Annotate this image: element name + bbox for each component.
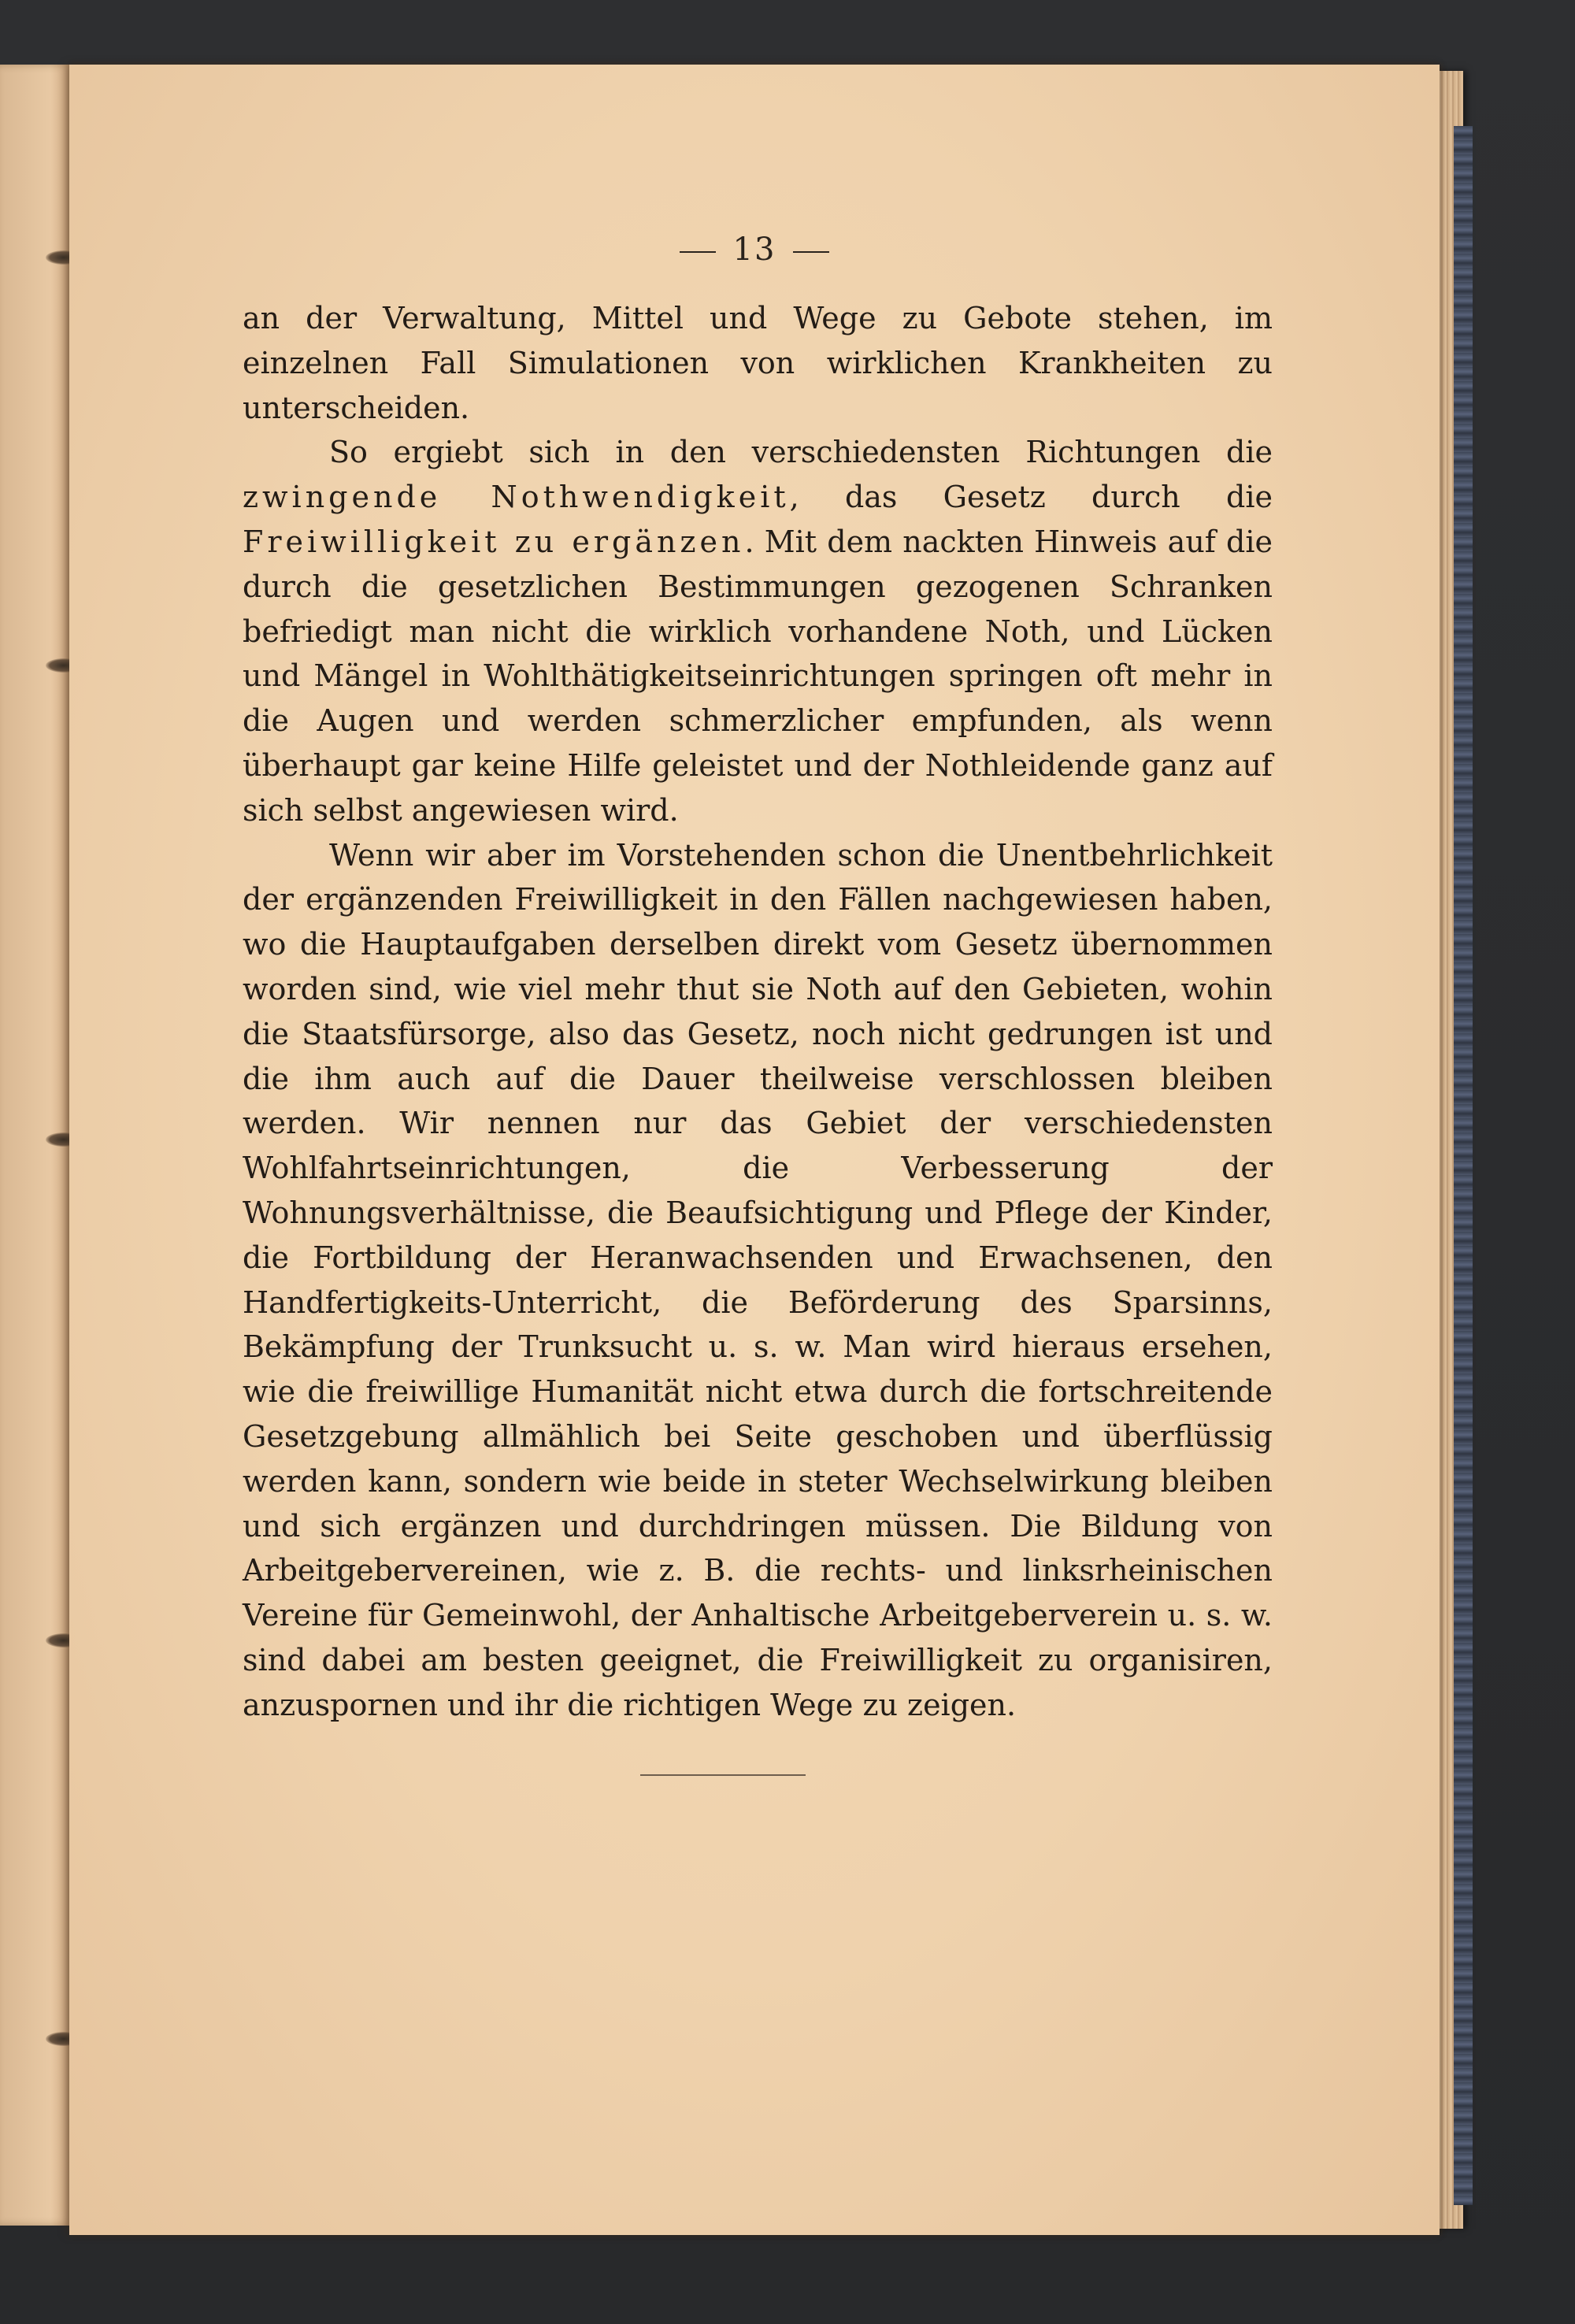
- paragraph-3: [243, 833, 1273, 1728]
- paragraph-text: So ergiebt sich in den verschiedensten Richtungen die: [329, 435, 1273, 470]
- emphasized-text: Freiwilligkeit zu ergänzen: [243, 524, 745, 559]
- emphasized-text: zwingende Nothwendigkeit: [243, 480, 790, 515]
- book-page: [69, 65, 1440, 2235]
- paragraph-text: , das Gesetz durch die: [789, 480, 1273, 515]
- book-cover-edge: [1454, 126, 1473, 2205]
- paragraph-text: . Mit dem nackten Hinweis auf die durch die gesetzlichen Bestimmungen gezogenen Schranken befriedigt man nicht die wirklich vorhandene Noth, und Lücken und Mängel in Wohlthätigkeitseinrichtungen springen oft mehr in die Augen und werden schmerzlicher empfunden, als wenn überhaupt gar keine Hilfe geleistet und der Nothleidende ganz auf sich selbst angewiesen wird.: [243, 524, 1273, 828]
- end-rule: [640, 1774, 806, 1776]
- page-number-dash-left: [680, 251, 716, 253]
- page-number-header: [69, 232, 1440, 268]
- paragraph-text: Wenn wir aber im Vorstehenden schon die Unentbehrlichkeit der ergänzenden Freiwilligkeit in den Fällen nachgewiesen haben, wo die Hauptaufgaben derselben direkt vom Gesetz übernommen worden sind, wie viel mehr thut sie Noth auf den Gebieten, wohin die Staatsfürsorge, also das Gesetz, noch nicht gedrungen ist und die ihm auch auf die Dauer theilweise verschlossen bleiben werden. Wir nennen nur das Gebiet der verschiedensten Wohlfahrtseinrichtungen, die Verbesserung der Wohnungsverhältnisse, die Beaufsichtigung und Pflege der Kinder, die Fortbildung der Heranwachsenden und Erwachsenen, den Handfertigkeits-Unterricht, die Beförderung des Sparsinns, Bekämpfung der Trunksucht u. s. w. Man wird hieraus ersehen, wie die freiwillige Humanität nicht etwa durch die fortschreitende Gesetzgebung allmählich bei Seite geschoben und überflüssig werden kann, sondern wie beide in steter Wechselwirkung bleiben und sich ergänzen und durchdringen müssen. Die Bildung von Arbeitgebervereinen, wie z. B. die rechts- und linksrheinischen Vereine für Gemeinwohl, der Anhaltische Arbeitgeberverein u. s. w. sind dabei am besten geeignet, die Freiwilligkeit zu organisiren, anzuspornen und ihr die richtigen Wege zu zeigen.: [243, 837, 1273, 1722]
- page-number-dash-right: [793, 251, 829, 253]
- facing-page-edge: [0, 65, 72, 2226]
- paragraph-1: [243, 296, 1273, 430]
- body-text: [243, 296, 1273, 1728]
- paragraph-2: [243, 430, 1273, 832]
- page-number: 13: [732, 232, 776, 268]
- paragraph-text: an der Verwaltung, Mittel und Wege zu Gebote stehen, im einzelnen Fall Simulationen von wirklichen Krankheiten zu unterscheiden.: [243, 301, 1273, 425]
